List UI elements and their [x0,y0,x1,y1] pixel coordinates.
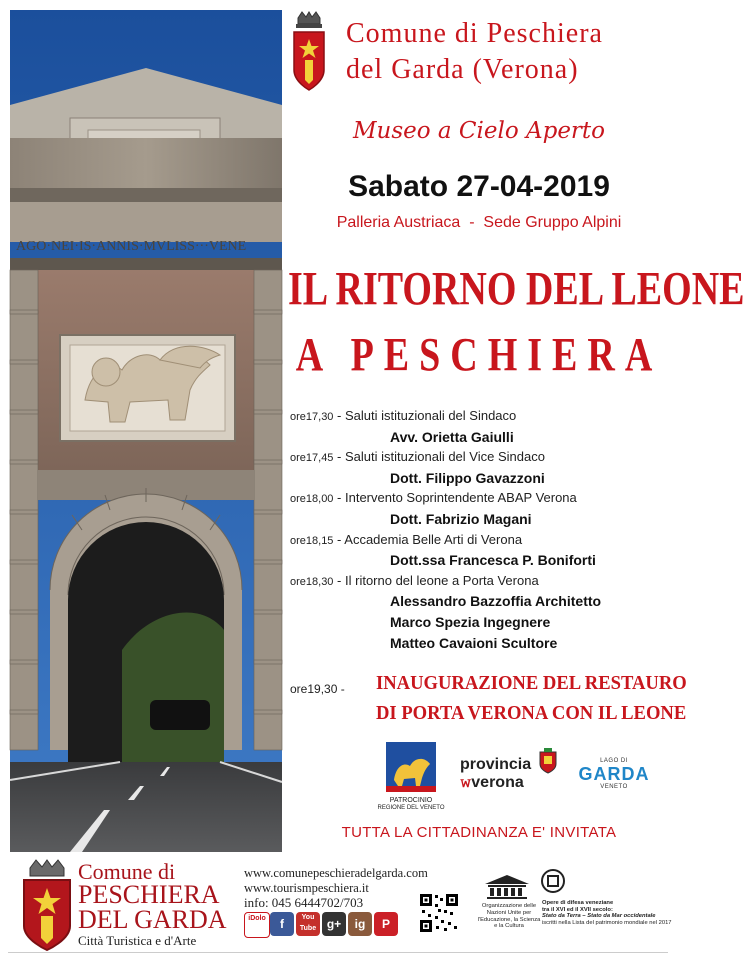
qr-code-icon[interactable] [418,892,460,934]
program-list [290,406,670,653]
footer [0,852,677,960]
garda-label: GARDA [578,764,650,784]
gate-inscription: AGO·NEI·IS·ANNIS·MVLISS···VENE [16,239,247,254]
comune-title [346,16,603,88]
program-text: Saluti istituzionali del Vice Sindaco [345,449,545,465]
invitation-text: TUTTA LA CITTADINANZA E' INVITATA [341,824,617,841]
heritage-line1: Opere di difesa veneziane [542,900,614,906]
event-place: Palleria Austriaca - Sede Gruppo Alpini [336,214,622,231]
provincia-verona-logo [460,756,558,792]
provincia-crest-icon [538,748,558,774]
program-item: ore18,30 - Il ritorno del leone a Porta Verona [290,572,539,588]
heritage-line4: iscritti nella Lista del patrimonio mondiale nel 2017 [542,919,672,926]
inauguration-line2: DI PORTA VERONA CON IL LEONE [376,702,687,724]
museo-subtitle: Museo a Cielo Aperto [352,118,606,144]
program-speaker: Dott. Fabrizio Magani [390,510,532,527]
program-speaker: Dott.ssa Francesca P. Boniforti [390,552,596,569]
idolo-icon[interactable]: iDolo [244,912,270,938]
program-time: ore18,15 [290,534,334,547]
event-date: Sabato 27-04-2019 [348,170,610,203]
event-poster-right [288,10,745,852]
regione-label1: PATROCINIO [389,797,433,804]
sponsor-logos [288,740,670,820]
program-text: Il ritorno del leone a Porta Verona [345,572,539,588]
regione-label2: REGIONE DEL VENETO [377,805,445,811]
youtube-icon[interactable]: You Tube [296,912,320,936]
info-phone: info: 045 6444702/703 [244,895,364,910]
lago-sub-label: VENETO [600,784,628,790]
provincia-label: provincia [460,756,532,773]
instagram-icon[interactable]: ig [348,912,372,936]
program-time: ore18,00 [290,493,334,506]
world-heritage-caption [542,900,672,926]
porta-verona-photo [10,10,282,852]
headline-line1: IL RITORNO DEL LEONE [288,263,745,316]
program-item: ore18,00 - Intervento Soprintendente ABAP Verona [290,490,577,506]
regione-veneto-logo [376,742,446,812]
program-time: ore17,30 [290,411,334,423]
facebook-icon[interactable]: f [270,912,294,936]
footer-title3: DEL GARDA [78,905,227,934]
program-text: Intervento Soprintendente ABAP Verona [345,490,577,506]
website-link-comune[interactable]: www.comunepeschieradelgarda.com [244,866,428,880]
program-speaker: Avv. Orietta Gaiulli [390,428,514,445]
peschiera-crest-icon [20,860,74,952]
inauguration-line1: INAUGURAZIONE DEL RESTAURO [376,672,687,694]
unesco-temple-icon [484,874,530,900]
program-item: ore17,45 - Saluti istituzionali del Vice Sindaco [290,449,545,465]
lago-di-garda-logo [576,758,652,790]
program-text: Accademia Belle Arti di Verona [344,531,523,547]
lago-small-label: LAGO DI [600,758,628,764]
heritage-line2: tra il XVI ed il XVII secolo: [542,906,613,913]
pinterest-icon[interactable]: P [374,912,398,936]
lion-of-saint-mark-icon [386,742,436,792]
footer-title1: Comune di [78,859,176,884]
comune-title-line1: Comune di Peschiera [346,18,603,49]
program-speaker: Dott. Filippo Gavazzoni [390,469,545,486]
footer-title2: PESCHIERA [78,880,220,909]
verona-text: verona [471,774,524,791]
inauguration-time: ore19,30 - [290,682,345,696]
program-item: ore18,15 - Accademia Belle Arti di Verona [290,531,523,547]
program-speaker: Alessandro Bazzoffia Architetto [390,593,602,610]
program-speaker: Matteo Cavaioni Scultore [390,634,558,651]
heritage-line3: Stato da Terra – Stato da Mar occidentale [542,913,656,920]
headline-line2: A PESCHIERA [295,329,663,382]
unesco-text: Organizzazione delle Nazioni Unite per l'Educazione, la Scienza e la Cultura [477,903,541,930]
program-item: ore17,30 - Saluti istituzionali del Sindaco [290,408,517,423]
program-time: ore17,45 [290,452,334,465]
program-text: Saluti istituzionali del Sindaco [345,408,517,423]
world-heritage-icon [540,868,566,894]
comune-title-line2: del Garda (Verona) [346,54,579,85]
google-plus-icon[interactable]: g+ [322,912,346,936]
footer-divider [8,952,668,953]
gate-illustration [10,10,282,852]
program-time: ore18,30 [290,575,334,588]
program-speaker: Marco Spezia Ingegnere [390,613,551,630]
website-link-tourism[interactable]: www.tourismpeschiera.it [244,881,369,895]
verona-label: 𝚠verona [460,774,524,791]
comune-crest-icon [290,12,328,92]
footer-tagline: Città Turistica e d'Arte [78,933,197,948]
